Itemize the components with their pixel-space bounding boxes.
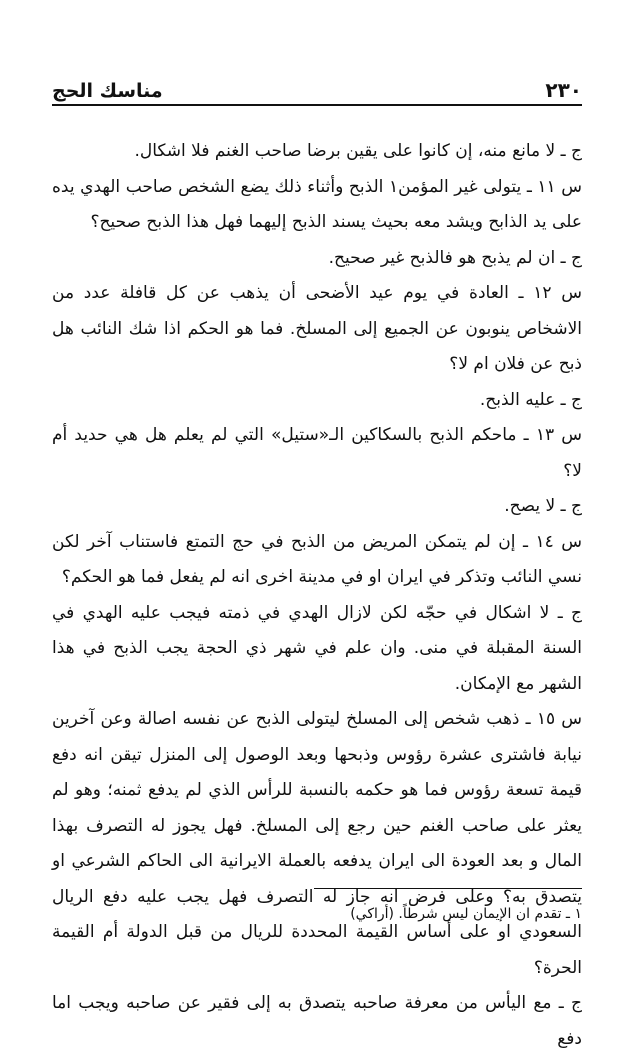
answer-paragraph: ج ـ لا اشكال في حجّه لكن لازال الهدي في ذمته فيجب عليه الهدي في السنة المقبلة في منى. وان علم في شهر ذي الحجة يجب الذبح في هذا الشهر مع الإمكان. (52, 602, 582, 694)
question-paragraph: س ١٢ ـ العادة في يوم عيد الأضحى أن يذهب عن كل قافلة عدد من الاشخاص ينوبون عن الجميع إلى المسلخ. فما هو الحكم اذا شك النائب هل ذبح عن فلان ام لا؟ (52, 283, 583, 374)
question-paragraph: س ١١ ـ يتولى غير المؤمن١ الذبح وأثناء ذلك يضع الشخص صاحب الهدي يده على يد الذابح ويشد معه بحيث يسند الذبح إليهما فهل هذا الذبح صحيح؟ (52, 176, 582, 232)
question-paragraph: س ١٤ ـ إن لم يتمكن المريض من الذبح في حج التمتع فاستناب آخر لكن نسي النائب وتذكر في ايران او في مدينة اخرى انه لم يفعل فما هو الحكم؟ (52, 531, 582, 587)
answer-paragraph: ج ـ لا مانع منه، إن كانوا على يقين برضا صاحب الغنم فلا اشكال. (134, 141, 582, 161)
page-number: ٢٣٠ (545, 78, 582, 102)
running-title: مناسك الحج (52, 80, 163, 102)
answer-paragraph: ج ـ لا يصح. (504, 496, 582, 516)
footnote-divider (314, 888, 582, 889)
answer-paragraph: ج ـ عليه الذبح. (479, 389, 582, 410)
header-divider (52, 104, 582, 106)
answer-paragraph: ج ـ ان لم يذبح هو فالذبح غير صحيح. (328, 247, 582, 268)
question-paragraph: س ١٥ ـ ذهب شخص إلى المسلخ ليتولى الذبح عن نفسه اصالة وعن آخرين نيابة فاشترى عشرة رؤوس وذبحها وبعد الوصول إلى المنزل تيقن انه دفع قيمة تسعة رؤوس فما هو حكمه بالنسبة للرأس الذي لم يدفع ثمنه؛ وهو لم يعثر على صاحب الغنم حين رجع إلى المسلخ. فهل يجوز له التصرف بهذا المال و بعد العودة الى ايران يدفعه بالعملة الايرانية الى الحاكم الشرعي او يتصدق به؟ وعلى فرض انه جاز له التصرف فهل يجب عليه دفع الريال السعودي او على أساس القيمة المحددة للريال من قبل الدولة أم القيمة الحرة؟ (52, 709, 582, 978)
footnote: ١ ـ تقدم ان الإيمان ليس شرطاً. (أراكي) (350, 906, 582, 922)
answer-paragraph: ج ـ مع اليأس من معرفة صاحبه يتصدق به إلى فقير عن صاحبه ويجب اما دفع (52, 993, 582, 1049)
question-paragraph: س ١٣ ـ ماحكم الذبح بالسكاكين الـ«ستيل» التي لم يعلم هل هي حديد أم لا؟ (52, 425, 583, 481)
page-header (52, 66, 582, 102)
